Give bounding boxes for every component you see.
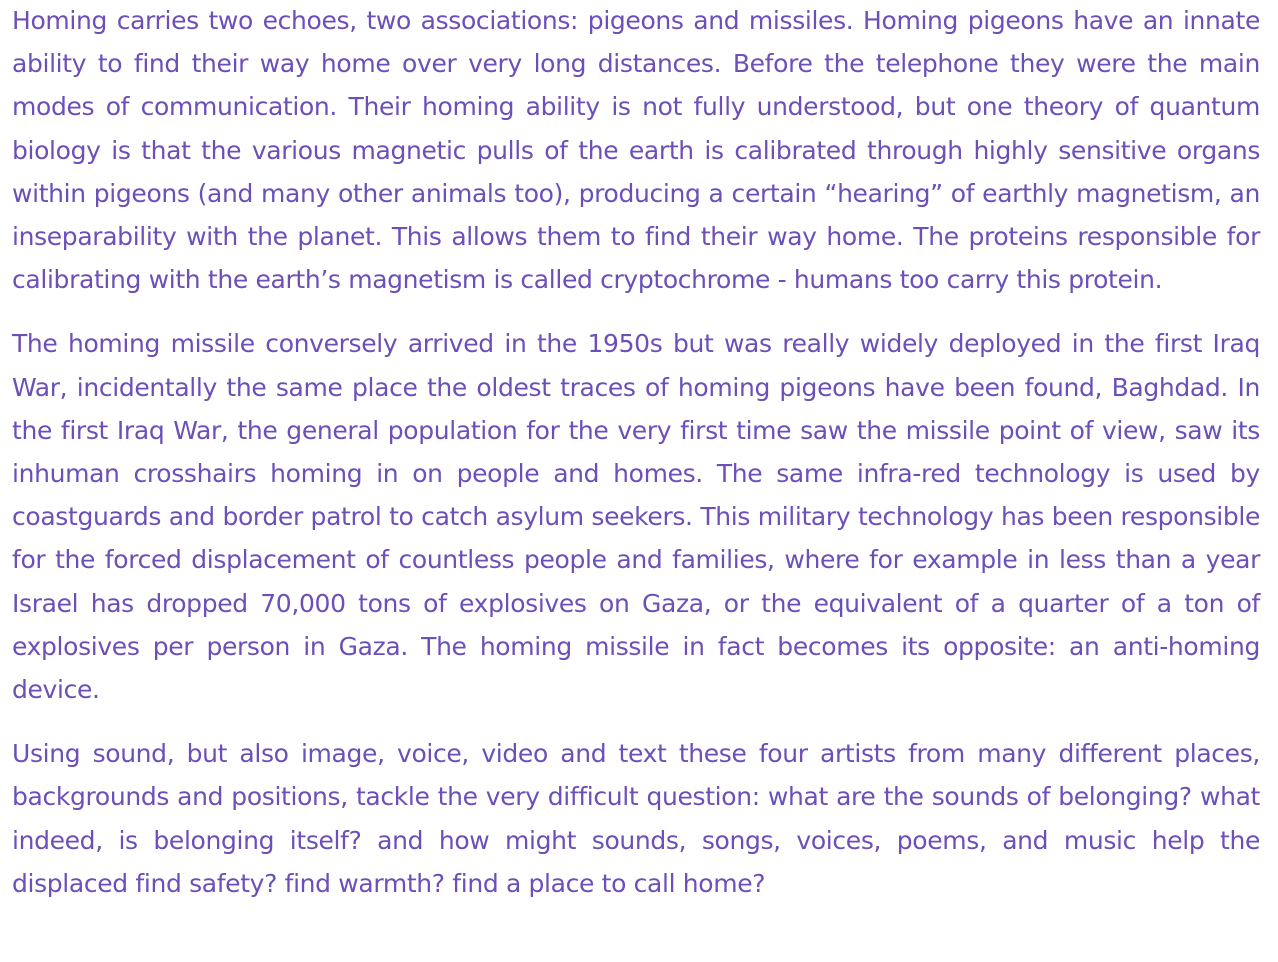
- paragraph-homing-missile: The homing missile conversely arrived in the 1950s but was really widely deployed in the first Iraq War, incidentally the same place the oldest traces of homing pigeons have been found, Baghdad. In the first Iraq War, the general population for the very first time saw the missile point of view, saw its inhuman crosshairs homing in on people and homes. The same infra-red technology is used by coastguards and border patrol to catch asylum seekers. This military technology has been responsible for the forced displacement of countless people and families, where for example in less than a year Israel has dropped 70,000 tons of explosives on Gaza, or the equivalent of a quarter of a ton of explosives per person in Gaza. The homing missile in fact becomes its opposite: an anti-homing device.: [12, 329, 1260, 705]
- paragraph-homing-pigeons: Homing carries two echoes, two associations: pigeons and missiles. Homing pigeons have an innate ability to find their way home over very long distances. Before the telephone they were the main modes of communication. Their homing ability is not fully understood, but one theory of quantum biology is that the various magnetic pulls of the earth is calibrated through highly sensitive organs within pigeons (and many other animals too), producing a certain “hearing” of earthly magnetism, an inseparability with the planet. This allows them to find their way home. The proteins responsible for calibrating with the earth’s magnetism is called cryptochrome - humans too carry this protein.: [12, 6, 1260, 295]
- paragraph-sounds-of-belonging: Using sound, but also image, voice, video and text these four artists from many different places, backgrounds and positions, tackle the very difficult question: what are the sounds of belonging? what indeed, is belonging itself? and how might sounds, songs, voices, poems, and music help the displaced find safety? find warmth? find a place to call home?: [12, 739, 1260, 898]
